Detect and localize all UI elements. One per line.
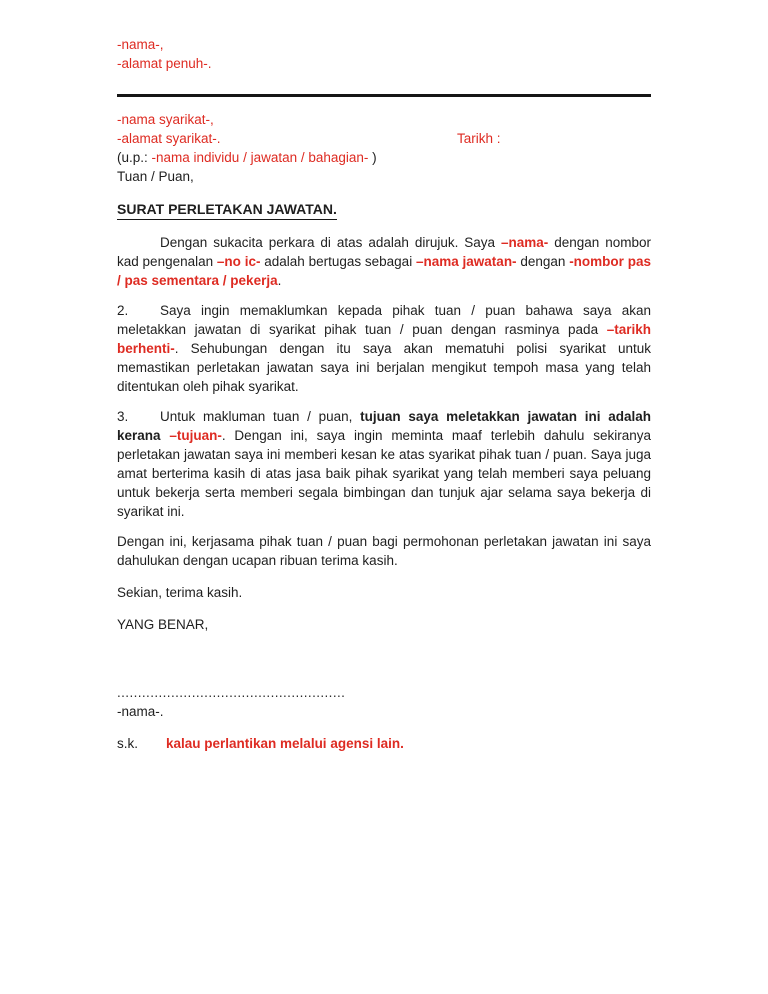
paragraph-2-number: 2. (117, 303, 129, 318)
cc-note: kalau perlantikan melalui agensi lain. (166, 736, 404, 751)
salutation: Tuan / Puan, (117, 169, 194, 184)
company-address-line (117, 129, 651, 148)
sender-address: -alamat penuh-. (117, 56, 212, 71)
date-label: Tarikh : (457, 131, 501, 146)
sender-block (117, 35, 651, 73)
paragraph-3 (117, 407, 651, 521)
signoff: YANG BENAR, (117, 617, 209, 632)
paragraph-1: Dengan sukacita perkara di atas adalah dirujuk. Saya –nama- dengan nombor kad pengenalan –no ic- adalah bertugas sebagai –nama jawatan- dengan -nombor pas / pas sementara / pekerja. (117, 235, 651, 288)
closing-paragraph: Dengan ini, kerjasama pihak tuan / puan bagi permohonan perletakan jawatan ini saya dahulukan dengan ucapan ribuan terima kasih. (117, 534, 651, 568)
signature-name: -nama-. (117, 704, 164, 719)
attention-line: (u.p.: -nama individu / jawatan / bahagian- ) (117, 150, 377, 165)
divider (117, 94, 651, 97)
cc-label: s.k. (117, 736, 139, 751)
paragraph-2-text: Saya ingin memaklumkan kepada pihak tuan / puan bahawa saya akan meletakkan jawatan di syarikat pihak tuan / puan dengan rasminya pada –tarikh berhenti-. Sehubungan dengan itu saya akan mematuhi polisi syarikat untuk memastikan perletakan jawatan saya ini berjalan mengikut tempoh masa yang telah ditentukan oleh pihak syarikat. (117, 303, 651, 394)
paragraph-2 (117, 301, 651, 396)
company-name: -nama syarikat-, (117, 112, 214, 127)
cc-line (117, 734, 651, 753)
sender-name: -nama-, (117, 37, 164, 52)
letter-title-wrap (117, 200, 651, 220)
recipient-block (117, 110, 651, 186)
signature-dotted-line: ....................................................... (117, 685, 346, 700)
paragraph-3-text: Untuk makluman tuan / puan, tujuan saya meletakkan jawatan ini adalah kerana –tujuan-. Dengan ini, saya ingin meminta maaf terlebih dahulu sekiranya perletakan jawatan saya ini memberi kesan ke atas syarikat pihak tuan / puan. Saya juga amat berterima kasih di atas jasa baik pihak syarikat yang telah memberi saya peluang untuk bekerja serta memberi segala bimbingan dan tunjuk ajar selama saya bekerja di syarikat ini. (117, 409, 651, 519)
thanks-line: Sekian, terima kasih. (117, 585, 243, 600)
paragraph-3-number: 3. (117, 409, 129, 424)
company-address: -alamat syarikat-. (117, 131, 221, 146)
letter-title: SURAT PERLETAKAN JAWATAN. (117, 201, 337, 220)
